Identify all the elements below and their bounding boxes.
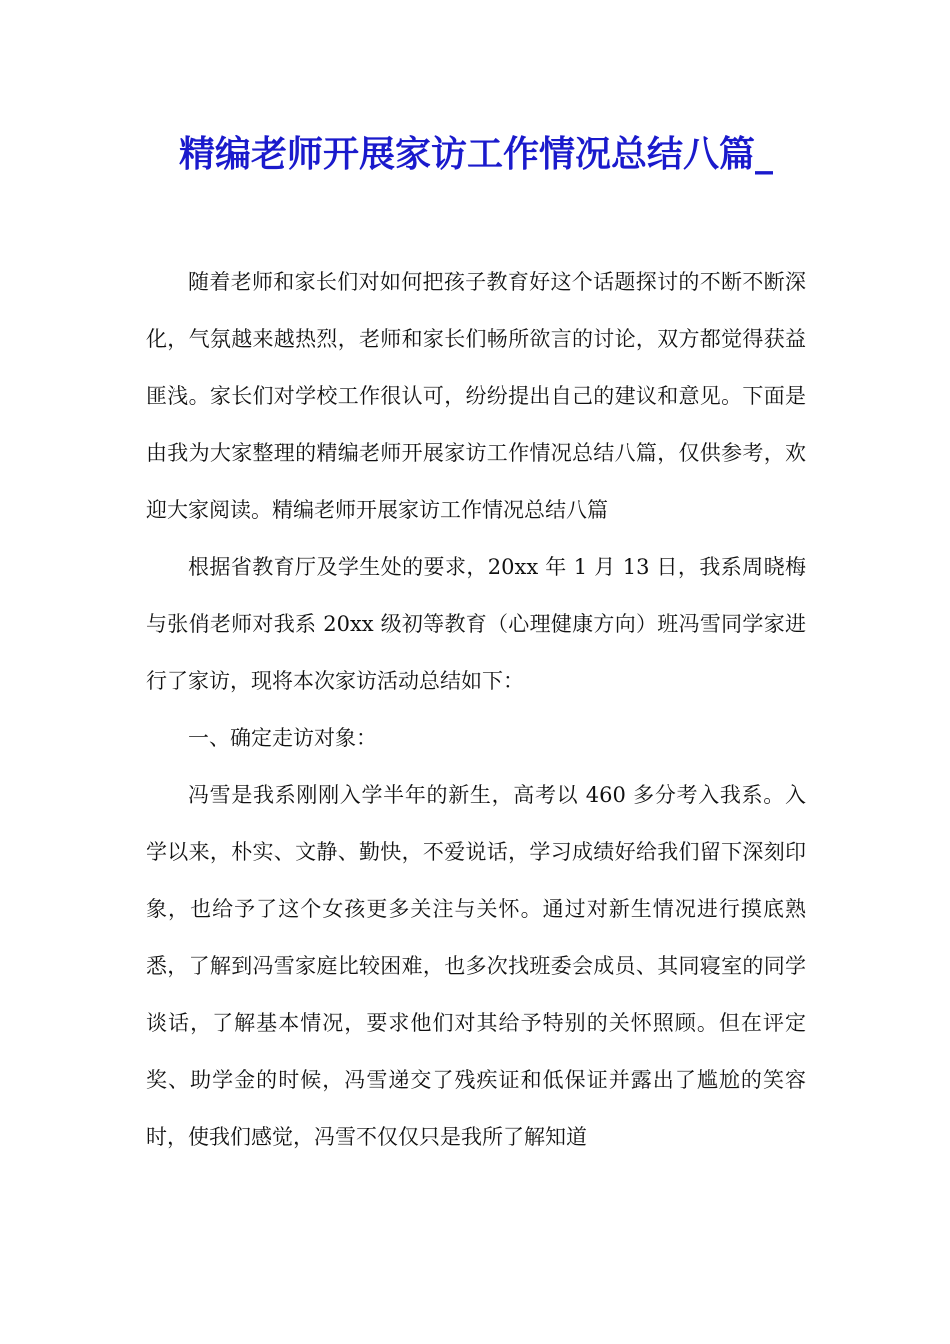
document-body	[146, 254, 806, 1166]
document-title: 精编老师开展家访工作情况总结八篇_	[178, 133, 773, 175]
paragraph-intro: 随着老师和家长们对如何把孩子教育好这个话题探讨的不断不断深化，气氛越来越热烈，老师和家长们畅所欲言的讨论，双方都觉得获益匪浅。家长们对学校工作很认可，纷纷提出自己的建议和意见。下面是由我为大家整理的精编老师开展家访工作情况总结八篇，仅供参考，欢迎大家阅读。精编老师开展家访工作情况总结八篇	[146, 270, 806, 522]
section-heading-1: 一、确定走访对象：	[188, 726, 377, 750]
paragraph-background: 根据省教育厅及学生处的要求，20xx 年 1 月 13 日，我系周晓梅与张俏老师对我系 20xx 级初等教育（心理健康方向）班冯雪同学家进行了家访，现将本次家访活动总结如下：	[146, 555, 806, 693]
paragraph-student-info: 冯雪是我系刚刚入学半年的新生，高考以 460 多分考入我系。入学以来，朴实、文静、勤快，不爱说话，学习成绩好给我们留下深刻印象，也给予了这个女孩更多关注与关怀。通过对新生情况进行摸底熟悉，了解到冯雪家庭比较困难，也多次找班委会成员、其同寝室的同学谈话，了解基本情况，要求他们对其给予特别的关怀照顾。但在评定奖、助学金的时候，冯雪递交了残疾证和低保证并露出了尴尬的笑容时，使我们感觉，冯雪不仅仅只是我所了解知道	[146, 783, 806, 1149]
